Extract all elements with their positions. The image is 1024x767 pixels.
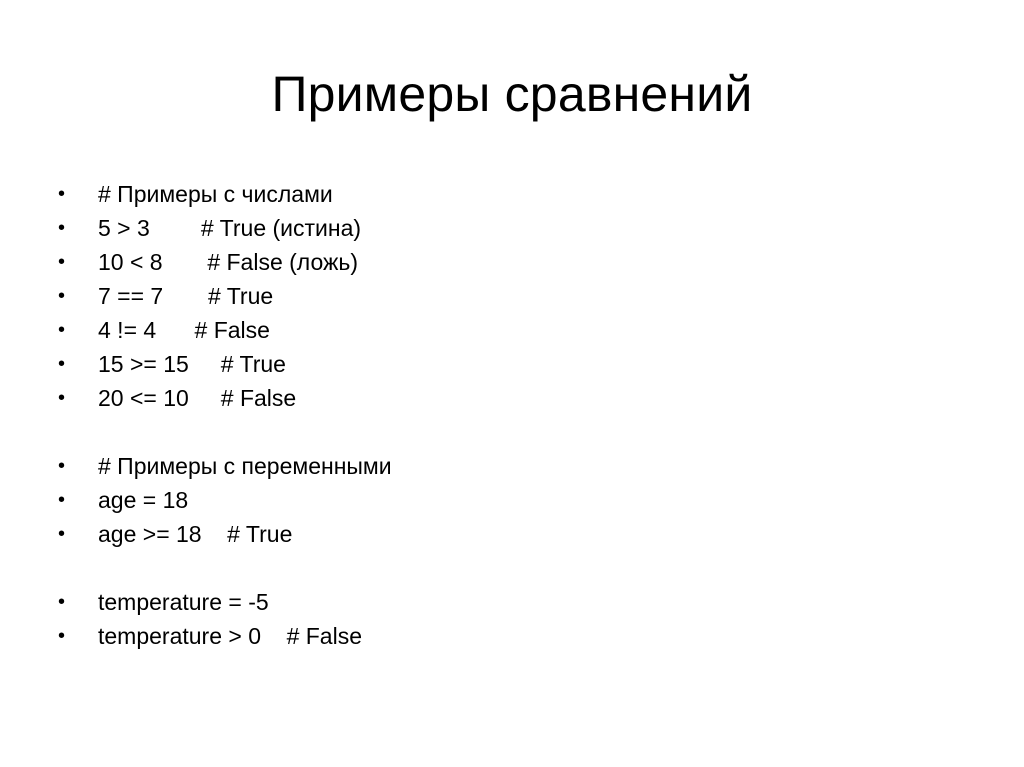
bullet-dot-icon: • bbox=[58, 217, 66, 239]
list-item-text: # Примеры с числами bbox=[98, 181, 333, 207]
list-item-text: # Примеры с переменными bbox=[98, 453, 392, 479]
bullet-dot-icon: • bbox=[58, 183, 66, 205]
bullet-dot-icon: • bbox=[58, 591, 66, 613]
list-item-text: 15 >= 15 # True bbox=[98, 351, 286, 377]
list-item-text: 5 > 3 # True (истина) bbox=[98, 215, 362, 241]
list-item-text: 7 == 7 # True bbox=[98, 283, 274, 309]
bullet-dot-icon: • bbox=[58, 353, 66, 375]
slide-title: Примеры сравнений bbox=[271, 66, 753, 122]
list-item-text: 4 != 4 # False bbox=[98, 317, 270, 343]
bullet-dot-icon: • bbox=[58, 319, 66, 341]
bullet-dot-icon: • bbox=[58, 387, 66, 409]
list-item-text: age = 18 bbox=[98, 487, 189, 513]
bullet-dot-icon: • bbox=[58, 285, 66, 307]
bullet-dot-icon: • bbox=[58, 251, 66, 273]
list-item-text: temperature = -5 bbox=[98, 589, 269, 615]
bullet-dot-icon: • bbox=[58, 523, 66, 545]
bullet-dot-icon: • bbox=[58, 625, 66, 647]
bullet-dot-icon: • bbox=[58, 489, 66, 511]
list-item-text: 20 <= 10 # False bbox=[98, 385, 297, 411]
list-item-text: temperature > 0 # False bbox=[98, 623, 362, 649]
list-item-text: 10 < 8 # False (ложь) bbox=[98, 249, 359, 275]
list-item-text: age >= 18 # True bbox=[98, 521, 293, 547]
bullet-dot-icon: • bbox=[58, 455, 66, 477]
